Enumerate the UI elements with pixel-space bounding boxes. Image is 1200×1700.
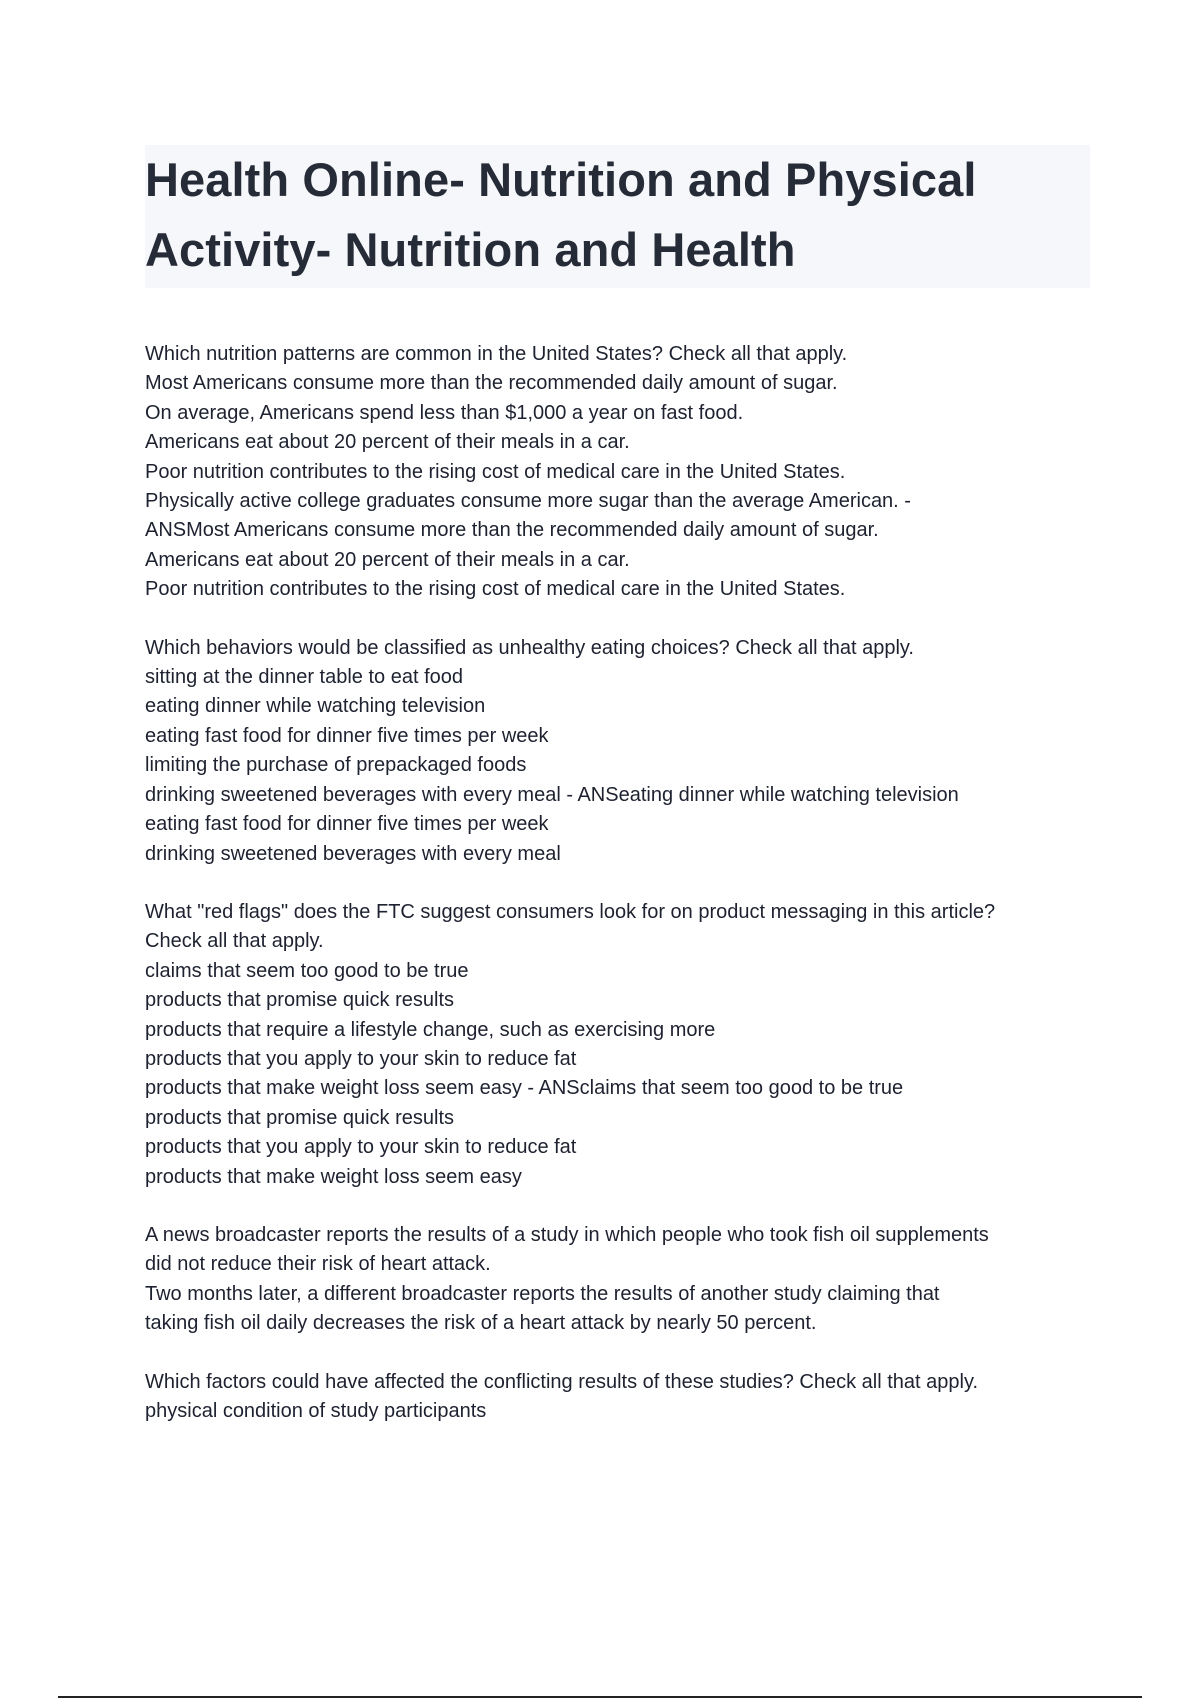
answer-option: Poor nutrition contributes to the rising cost of medical care in the United States. [145, 460, 846, 483]
document-body [145, 340, 1100, 1455]
answer-option: Most Americans consume more than the recommended daily amount of sugar. [145, 372, 838, 395]
question-block-nutrition-patterns [145, 340, 1100, 605]
answer-key: Americans eat about 20 percent of their meals in a car. [145, 548, 630, 571]
page-title: Health Online- Nutrition and Physical Activity- Nutrition and Health [145, 153, 977, 276]
question-block-ftc-red-flags [145, 898, 1100, 1192]
title-block [145, 145, 1090, 288]
answer-option: physical condition of study participants [145, 1400, 487, 1422]
answer-option: drinking sweetened beverages with every meal - ANSeating dinner while watching television [145, 783, 959, 806]
answer-option: sitting at the dinner table to eat food [145, 666, 463, 689]
answer-option: limiting the purchase of prepackaged foods [145, 754, 527, 777]
question-text: Check all that apply. [145, 930, 324, 953]
answer-key: products that you apply to your skin to reduce fat [145, 1136, 577, 1159]
answer-option: products that make weight loss seem easy - ANSclaims that seem too good to be true [145, 1077, 904, 1100]
answer-key: products that make weight loss seem easy [145, 1165, 522, 1188]
answer-option: Americans eat about 20 percent of their meals in a car. [145, 431, 630, 454]
answer-option: claims that seem too good to be true [145, 959, 469, 982]
answer-option: products that promise quick results [145, 989, 455, 1012]
answer-option: products that require a lifestyle change, such as exercising more [145, 1018, 716, 1041]
question-block-unhealthy-behaviors [145, 634, 1100, 869]
answer-key: products that promise quick results [145, 1106, 455, 1129]
answer-option: On average, Americans spend less than $1,000 a year on fast food. [145, 401, 744, 424]
question-text: What "red flags" does the FTC suggest consumers look for on product messaging in this article? [145, 900, 996, 923]
answer-option: products that you apply to your skin to reduce fat [145, 1047, 577, 1070]
answer-key: ANSMost Americans consume more than the recommended daily amount of sugar. [145, 519, 879, 542]
answer-key: Poor nutrition contributes to the rising cost of medical care in the United States. [145, 578, 846, 601]
question-text: Which behaviors would be classified as unhealthy eating choices? Check all that apply. [145, 636, 914, 659]
answer-key: drinking sweetened beverages with every meal [145, 842, 561, 865]
footer-divider [58, 1696, 1142, 1698]
question-text: Which factors could have affected the conflicting results of these studies? Check all that apply. [145, 1370, 979, 1393]
answer-option: eating fast food for dinner five times per week [145, 724, 549, 747]
answer-option: Physically active college graduates consume more sugar than the average American. - [145, 490, 911, 513]
answer-option: eating dinner while watching television [145, 695, 486, 718]
scenario-text: taking fish oil daily decreases the risk of a heart attack by nearly 50 percent. [145, 1312, 817, 1335]
question-text: Which nutrition patterns are common in the United States? Check all that apply. [145, 343, 848, 365]
scenario-text: did not reduce their risk of heart attack. [145, 1253, 491, 1276]
scenario-text: Two months later, a different broadcaster reports the results of another study claiming that [145, 1282, 940, 1305]
answer-key: eating fast food for dinner five times per week [145, 813, 549, 836]
scenario-text: A news broadcaster reports the results of a study in which people who took fish oil supplements [145, 1223, 989, 1246]
question-block-conflicting-factors [145, 1368, 1100, 1427]
scenario-block-fish-oil [145, 1221, 1100, 1339]
